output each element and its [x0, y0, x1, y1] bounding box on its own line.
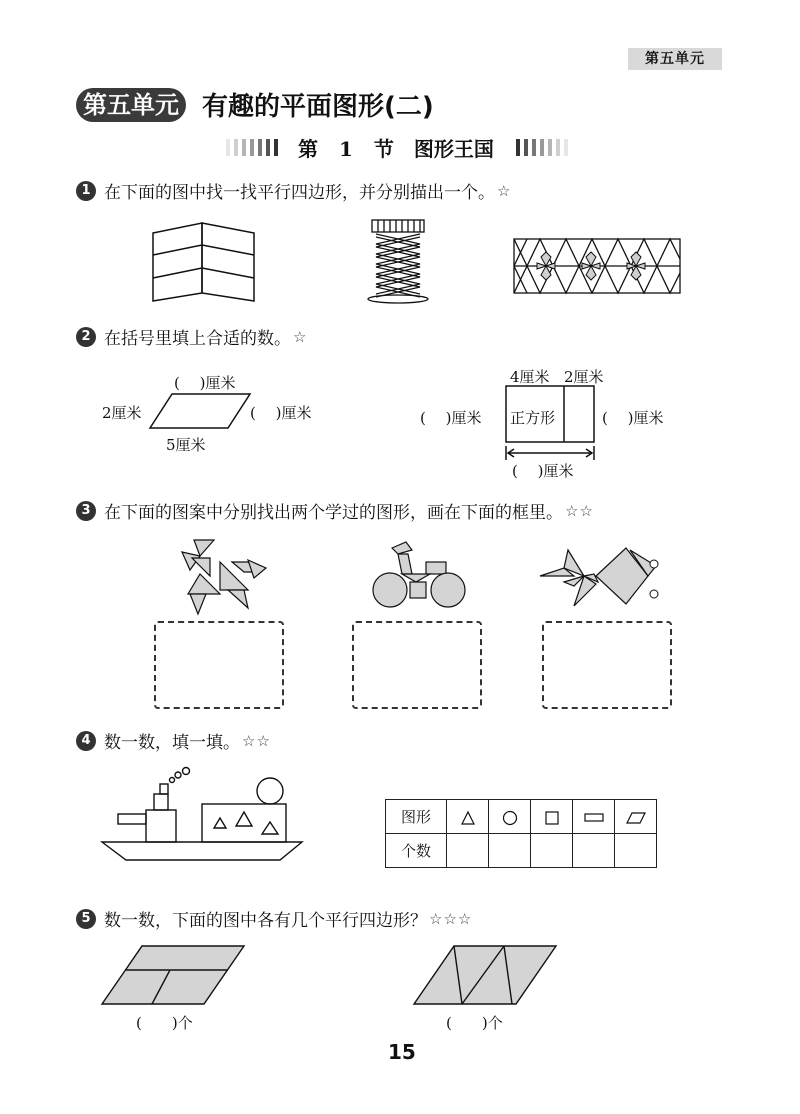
question-number: 2 — [76, 327, 96, 347]
parallelogram-bottom-label: 5厘米 — [166, 436, 206, 454]
ship-figure — [100, 766, 304, 862]
question-text: 数一数，填一填。 — [104, 733, 240, 753]
triangle-pattern-figure — [512, 237, 684, 295]
table-header-shape: 图形 — [386, 800, 447, 834]
shape-count-table — [385, 799, 657, 868]
rect-bottom-label: ( )厘米 — [512, 462, 574, 480]
question-text: 在括号里填上合适的数。 — [104, 329, 291, 349]
lift-figure — [362, 218, 434, 306]
rect-top-label-2: 2厘米 — [564, 368, 604, 386]
rect-left-label: ( )厘米 — [420, 409, 482, 427]
count-cell-rectangle[interactable] — [573, 834, 615, 868]
answer-box-3[interactable] — [542, 621, 672, 709]
page-number: 15 — [388, 1040, 416, 1064]
table-row — [386, 834, 657, 868]
count-cell-circle[interactable] — [489, 834, 531, 868]
parallelogram-figure-a — [100, 944, 246, 1006]
question-text: 在下面的图案中分别找出两个学过的图形，画在下面的框里。 — [104, 503, 563, 523]
question-3 — [76, 498, 594, 523]
count-cell-triangle[interactable] — [447, 834, 489, 868]
square-center-label: 正方形 — [510, 409, 556, 427]
parallelogram-figure — [148, 392, 252, 430]
section-title: 第 1 节 图形王国 — [298, 137, 494, 161]
answer-label-a: ( )个 — [136, 1014, 193, 1032]
rect-right-label: ( )厘米 — [602, 409, 664, 427]
unit-badge: 第五单元 — [76, 88, 186, 122]
corner-unit-tag: 第五单元 — [628, 48, 722, 70]
question-number: 3 — [76, 501, 96, 521]
question-number: 1 — [76, 181, 96, 201]
answer-box-2[interactable] — [352, 621, 482, 709]
unit-title: 有趣的平面图形(二) — [202, 92, 434, 122]
difficulty-stars: ☆☆☆ — [429, 909, 473, 928]
question-text: 数一数，下面的图中各有几个平行四边形？ — [104, 911, 427, 931]
question-4 — [76, 728, 271, 753]
count-cell-square[interactable] — [531, 834, 573, 868]
answer-label-b: ( )个 — [446, 1014, 503, 1032]
tangram-dog-figure — [170, 538, 270, 618]
count-cell-parallelogram[interactable] — [615, 834, 657, 868]
question-5 — [76, 906, 472, 931]
bicycle-figure — [372, 538, 466, 610]
question-text: 在下面的图中找一找平行四边形，并分别描出一个。 — [104, 183, 495, 203]
section-bars-left — [226, 139, 278, 156]
parallelogram-right-label: ( )厘米 — [250, 404, 312, 422]
book-figure — [150, 218, 260, 304]
tangram-fish-figure — [538, 546, 662, 610]
section-bars-right — [516, 139, 568, 156]
table-row — [386, 800, 657, 834]
rect-top-label-1: 4厘米 — [510, 368, 550, 386]
question-number: 4 — [76, 731, 96, 751]
question-number: 5 — [76, 909, 96, 929]
parallelogram-figure-b — [412, 944, 558, 1006]
difficulty-stars: ☆☆ — [242, 731, 271, 750]
table-header-count: 个数 — [386, 834, 447, 868]
question-1 — [76, 178, 511, 203]
parallelogram-icon — [615, 800, 657, 834]
difficulty-stars: ☆☆ — [565, 501, 594, 520]
circle-icon — [489, 800, 531, 834]
rectangle-icon — [573, 800, 615, 834]
question-2 — [76, 324, 307, 349]
triangle-icon — [447, 800, 489, 834]
count-table-wrapper — [385, 799, 657, 868]
parallelogram-top-label: ( )厘米 — [174, 374, 236, 392]
parallelogram-left-label: 2厘米 — [102, 404, 142, 422]
square-icon — [531, 800, 573, 834]
difficulty-stars: ☆ — [497, 181, 512, 200]
difficulty-stars: ☆ — [293, 327, 308, 346]
answer-box-1[interactable] — [154, 621, 284, 709]
